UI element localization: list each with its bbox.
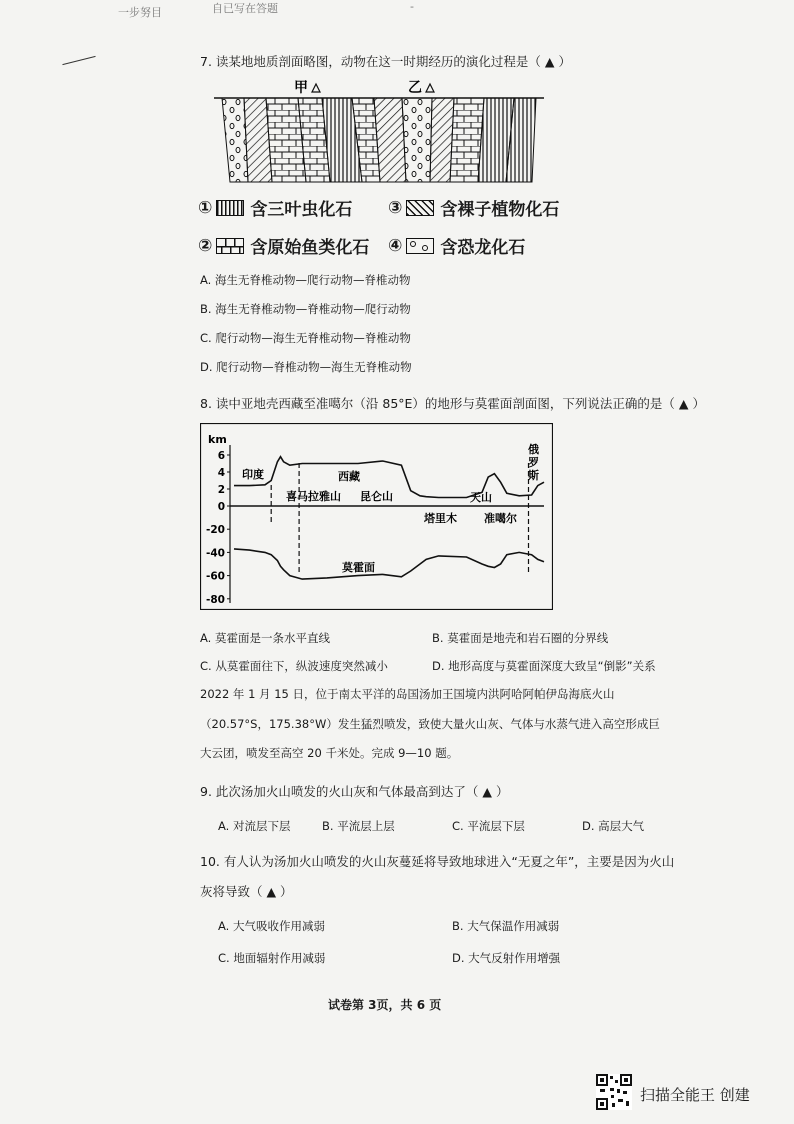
q9-option-c: C. 平流层下层 <box>452 819 525 833</box>
label-moho: 莫霍面 <box>342 561 375 574</box>
q10-option-a: A. 大气吸收作用减弱 <box>218 919 325 933</box>
legend-item-dinosaur <box>388 233 525 258</box>
legend-number: ③ <box>388 197 403 218</box>
y-tick-label: 6 <box>217 450 225 462</box>
pen-mark <box>62 56 95 65</box>
q8-option-b: B. 莫霍面是地壳和岩石圈的分界线 <box>432 631 609 645</box>
moho-profile-chart <box>200 423 553 610</box>
q10-option-c: C. 地面辐射作用减弱 <box>218 951 326 965</box>
y-tick-label: -60 <box>206 570 225 583</box>
legend-label: 含三叶虫化石 <box>250 200 353 220</box>
q10-stem-line-2: 灰将导致（ ▲ ） <box>200 884 293 899</box>
label-himalaya: 喜马拉雅山 <box>286 490 341 503</box>
q9-option-a: A. 对流层下层 <box>218 819 291 833</box>
qr-code-icon <box>596 1074 632 1110</box>
legend-label: 含原始鱼类化石 <box>250 238 370 258</box>
q8-option-a: A. 莫霍面是一条水平直线 <box>200 631 330 645</box>
q9-option-d: D. 高层大气 <box>582 819 645 833</box>
legend-label: 含恐龙化石 <box>440 238 526 258</box>
gymnosperm-swatch-icon <box>406 200 434 216</box>
geologic-section-diagram <box>214 74 544 186</box>
q9-option-b: B. 平流层上层 <box>322 819 395 833</box>
passage-line-3: 大云团，喷发至高空 20 千米处。完成 9—10 题。 <box>200 746 459 760</box>
q7-option-a: A. 海生无脊椎动物—爬行动物—脊椎动物 <box>200 273 411 287</box>
q7-option-c: C. 爬行动物—海生无脊椎动物—脊椎动物 <box>200 331 411 345</box>
q7-option-d: D. 爬行动物—脊椎动物—海生无脊椎动物 <box>200 360 412 374</box>
fish-swatch-icon <box>216 238 244 254</box>
trilobite-swatch-icon <box>216 200 244 216</box>
legend-item-gymnosperm <box>388 195 559 220</box>
label-russia-char: 俄 <box>528 443 539 456</box>
q8-option-d: D. 地形高度与莫霍面深度大致呈“倒影”关系 <box>432 659 656 673</box>
marker-jia <box>294 80 320 96</box>
y-tick-label: -40 <box>206 547 225 560</box>
y-tick-label: 4 <box>217 467 225 479</box>
passage-line-1: 2022 年 1 月 15 日，位于南太平洋的岛国汤加王国境内洪阿哈阿帕伊岛海底火山 <box>200 687 615 701</box>
legend-item-trilobite <box>198 195 352 220</box>
legend-number: ① <box>198 197 213 218</box>
q8-option-c: C. 从莫霍面往下，纵波速度突然减小 <box>200 659 388 673</box>
q10-option-b: B. 大气保温作用减弱 <box>452 919 560 933</box>
marker-yi-label: 乙 <box>408 80 422 96</box>
label-tianshan: 天山 <box>470 491 492 504</box>
header-corner-left: 一步努目 <box>118 6 162 19</box>
y-tick-label: -20 <box>206 524 225 537</box>
q10-stem-line-1: 10. 有人认为汤加火山喷发的火山灰蔓延将导致地球进入“无夏之年”，主要是因为火山 <box>200 854 675 869</box>
label-tarim: 塔里木 <box>424 512 457 525</box>
y-tick-label: 2 <box>217 484 225 496</box>
label-india: 印度 <box>242 468 264 481</box>
q9-stem: 9. 此次汤加火山喷发的火山灰和气体最高到达了（ ▲ ） <box>200 784 509 799</box>
y-axis-unit: km <box>208 433 227 446</box>
triangle-icon <box>426 84 434 92</box>
q7-option-b: B. 海生无脊椎动物—脊椎动物—爬行动物 <box>200 302 411 316</box>
passage-line-2: （20.57°S，175.38°W）发生猛烈喷发，致使大量火山灰、气体与水蒸气进入高空形成巨 <box>200 717 660 731</box>
q7-stem: 7. 读某地地质剖面略图，动物在这一时期经历的演化过程是（ ▲ ） <box>200 54 571 69</box>
label-tibet: 西藏 <box>338 470 360 483</box>
marker-jia-label: 甲 <box>294 80 308 96</box>
scanner-watermark: 扫描全能王 创建 <box>640 1086 750 1104</box>
y-tick-label: -80 <box>206 593 225 606</box>
legend-number: ④ <box>388 235 403 256</box>
label-russia <box>528 442 539 482</box>
label-kunlun: 昆仑山 <box>360 490 393 503</box>
marker-yi <box>408 80 434 96</box>
page-number: 试卷第 3页，共 6 页 <box>328 998 442 1012</box>
label-junggar: 准噶尔 <box>484 512 517 525</box>
y-tick-label: 0 <box>217 501 225 513</box>
header-corner-right: - <box>410 0 414 13</box>
moho-series-line <box>234 549 544 579</box>
label-russia-char: 罗 <box>528 456 539 469</box>
legend-label: 含裸子植物化石 <box>440 200 560 220</box>
header-corner-mid: 自已写在答题 <box>212 2 278 15</box>
legend-number: ② <box>198 235 213 256</box>
triangle-icon <box>312 84 320 92</box>
label-russia-char: 斯 <box>528 469 539 482</box>
dinosaur-swatch-icon <box>406 238 434 254</box>
q10-option-d: D. 大气反射作用增强 <box>452 951 561 965</box>
q8-stem: 8. 读中亚地壳西藏至准噶尔（沿 85°E）的地形与莫霍面剖面图，下列说法正确的是（ ▲ ） <box>200 396 705 411</box>
legend-item-fish <box>198 233 369 258</box>
